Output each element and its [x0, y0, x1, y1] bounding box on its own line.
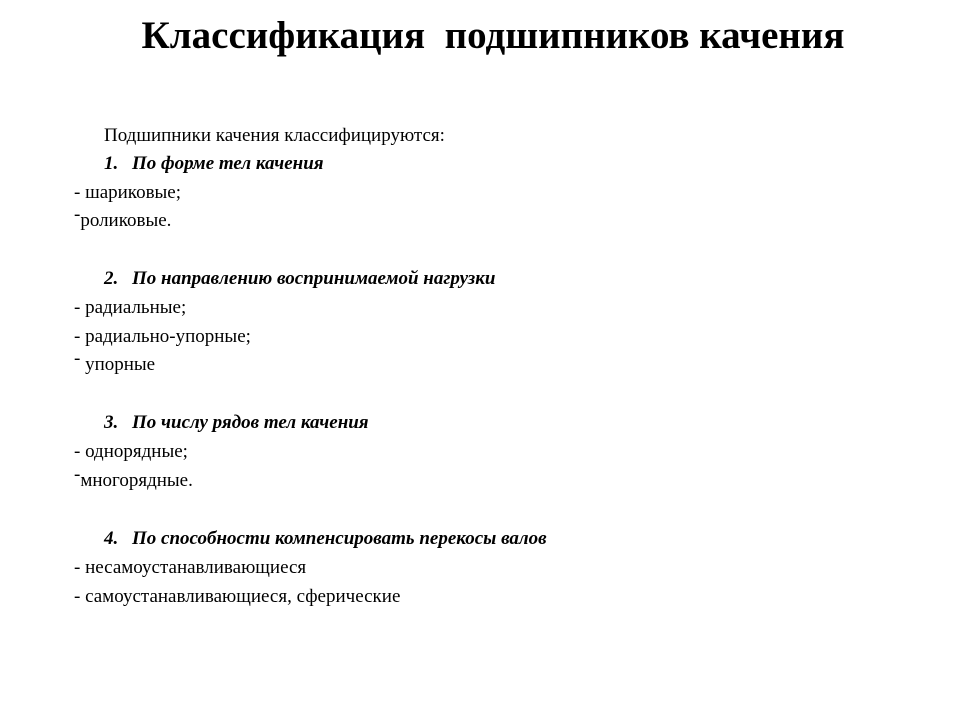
section-2-heading	[104, 267, 495, 291]
section-1-title: По форме тел качения	[132, 153, 324, 174]
section-2-item-3-text: упорные	[85, 354, 156, 375]
section-1-item-1: - шариковые;	[74, 182, 182, 203]
bullet-dash: -	[74, 204, 81, 225]
section-3-title: По числу рядов тел качения	[132, 412, 369, 433]
section-1-item-2	[74, 204, 172, 233]
section-3-number: 3.	[104, 412, 119, 433]
section-1-item-2-text: роликовые.	[80, 210, 172, 231]
section-1-number: 1.	[104, 153, 119, 174]
section-4-number: 4.	[104, 528, 119, 549]
section-2-item-1: - радиальные;	[74, 297, 187, 318]
section-4-heading	[104, 527, 547, 551]
section-3-item-1: - однорядные;	[74, 441, 188, 462]
section-1-heading	[104, 152, 324, 176]
bullet-dash: -	[74, 464, 81, 485]
intro-text: Подшипники качения классифицируются:	[104, 125, 445, 146]
section-2-title: По направлению воспринимаемой нагрузки	[132, 268, 496, 289]
section-2-item-3	[74, 348, 156, 377]
slide-title: Классификация подшипников качения	[141, 14, 845, 57]
bullet-dash: -	[74, 348, 81, 369]
section-4-item-2: - самоустанавливающиеся, сферические	[74, 586, 401, 607]
section-4-item-1: - несамоустанавливающиеся	[74, 557, 307, 578]
section-2-item-2: - радиально-упорные;	[74, 326, 251, 347]
section-3-item-2	[74, 464, 193, 493]
section-3-heading	[104, 411, 369, 435]
section-4-title: По способности компенсировать перекосы валов	[132, 528, 547, 549]
section-3-item-2-text: многорядные.	[80, 470, 193, 491]
section-2-number: 2.	[104, 268, 119, 289]
